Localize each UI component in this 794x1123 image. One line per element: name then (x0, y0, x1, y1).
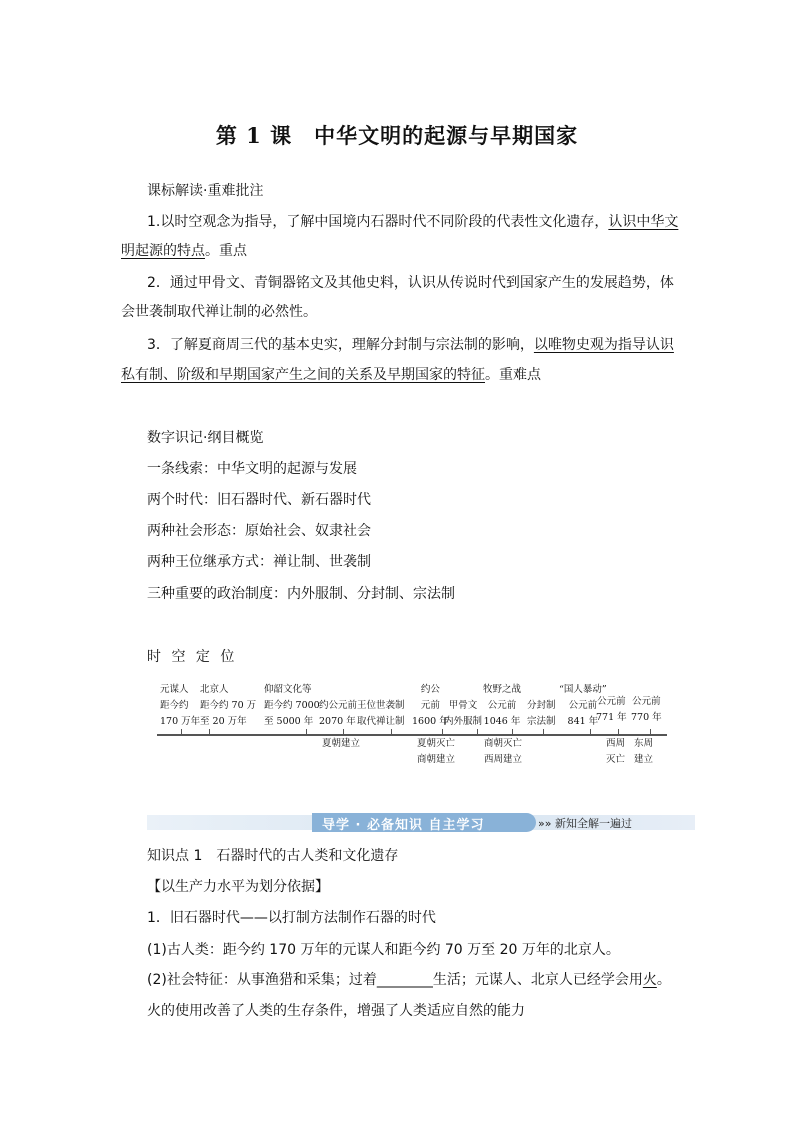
timeline-tick (477, 729, 478, 735)
fire-annotation: 火的使用改善了人类的生存条件，增强了人类适应自然的能力 (147, 1003, 525, 1019)
timeline-tick (618, 729, 619, 735)
timeline-label-771bc: 公元前 771 年 (596, 696, 627, 723)
timeline-label-oracle: 甲骨文 内外服制 (444, 700, 483, 727)
social-features-a: (2)社会特征：从事渔猎和采集；过着 (147, 972, 377, 988)
timeline-tick (181, 729, 182, 735)
timeline-label-yuanmou: 元谋人 距今约 170 万年 (160, 684, 201, 727)
timeline-label-fengjian: 分封制 宗法制 (527, 700, 556, 727)
section-banner-label: 导学 · 必备知识 自主学习 (322, 818, 485, 833)
timeline-tick (391, 729, 392, 735)
social-features-b: 生活；元谋人、北京人已经学会用 (432, 972, 643, 988)
knowledge-point-title: 知识点 1 石器时代的古人类和文化遗存 (147, 848, 399, 864)
timeline-tick (590, 729, 591, 735)
standard-item-1-tail: 。重点 (205, 243, 247, 259)
social-features-line (147, 970, 671, 990)
timeline-below-xia-shang: 夏朝灭亡 商朝建立 (417, 738, 456, 765)
timeline-label-2070bc: 约公元前 2070 年 (319, 700, 358, 727)
standard-item-1-line2 (121, 241, 247, 261)
page-title: 第 1 课 中华文明的起源与早期国家 (215, 123, 579, 148)
social-features-end: 。 (656, 972, 671, 988)
timeline-label-1600bc: 约公 元前 1600 年 (412, 684, 449, 727)
section-heading-standards: 课标解读·重难批注 (147, 183, 264, 199)
timeline-label-hereditary: 王位世袭制 取代禅让制 (357, 700, 405, 727)
fire-underlined: 火 (642, 972, 657, 988)
standard-item-3-underlined: 以唯物史观为指导认识 (533, 337, 674, 353)
timeline-tick (512, 729, 513, 735)
ancient-humans-line: (1)古人类：距今约 170 万年的元谋人和距今约 70 万至 20 万年的北京人。 (147, 942, 620, 958)
standard-item-3-plain: 3．了解夏商周三代的基本史实，理解分封制与宗法制的影响， (147, 337, 534, 353)
timeline-tick (650, 729, 651, 735)
timeline-heading: 时 空 定 位 (147, 649, 238, 665)
standard-item-3-line1 (147, 335, 674, 355)
summary-line-5: 三种重要的政治制度：内外服制、分封制、宗法制 (147, 586, 455, 602)
section-banner-tail: »» 新知全解一遍过 (538, 817, 632, 830)
timeline-label-yangshao: 仰韶文化等 距今约 7000 至 5000 年 (264, 684, 320, 727)
standard-item-1-plain: 1.以时空观念为指导，了解中国境内石器时代不同阶段的代表性文化遗存， (147, 214, 609, 230)
timeline-tick (306, 729, 307, 735)
timeline-label-guoren: “国人暴动” 公元前 841 年 (559, 684, 607, 727)
standard-item-3-tail: 。重难点 (485, 367, 541, 383)
summary-line-1: 一条线索：中华文明的起源与发展 (147, 461, 357, 477)
standard-item-1-underlined: 认识中华文 (608, 214, 679, 230)
timeline-below-xia-founded: 夏朝建立 (322, 738, 361, 749)
timeline-label-muye: 牧野之战 公元前 1046 年 (483, 684, 522, 727)
timeline-below-eastern-zhou-start: 东周 建立 (634, 738, 654, 765)
timeline-tick (209, 729, 210, 735)
timeline-tick (442, 729, 443, 735)
standard-item-3-underlined-2: 私有制、阶级和早期国家产生之间的关系及早期国家的特征 (121, 367, 485, 383)
summary-line-4: 两种王位继承方式：禅让制、世袭制 (147, 554, 371, 570)
timeline-tick (543, 729, 544, 735)
standard-item-1-line1 (147, 212, 678, 232)
timeline-below-shang-zhou: 商朝灭亡 西周建立 (484, 738, 523, 765)
standard-item-2-line1: 2．通过甲骨文、青铜器铭文及其他史料，认识从传说时代到国家产生的发展趋势，体 (147, 275, 674, 291)
timeline-label-770bc: 公元前 770 年 (631, 696, 662, 723)
division-basis: 【以生产力水平为划分依据】 (147, 879, 329, 895)
summary-line-2: 两个时代：旧石器时代、新石器时代 (147, 492, 371, 508)
standard-item-2-line2: 会世袭制取代禅让制的必然性。 (121, 304, 317, 320)
paleolithic-heading: 1．旧石器时代——以打制方法制作石器的时代 (147, 910, 436, 926)
timeline-label-peking-man: 北京人 距今约 70 万 至 20 万年 (200, 684, 257, 727)
standard-item-1-underlined-2: 明起源的特点 (121, 243, 205, 259)
standard-item-3-line2 (121, 365, 541, 385)
timeline-tick (343, 729, 344, 735)
section-heading-summary: 数字识记·纲目概览 (147, 430, 264, 446)
timeline-below-western-zhou-end: 西周 灭亡 (606, 738, 626, 765)
fill-in-blank[interactable]: ________ (376, 972, 433, 988)
summary-line-3: 两种社会形态：原始社会、奴隶社会 (147, 523, 371, 539)
